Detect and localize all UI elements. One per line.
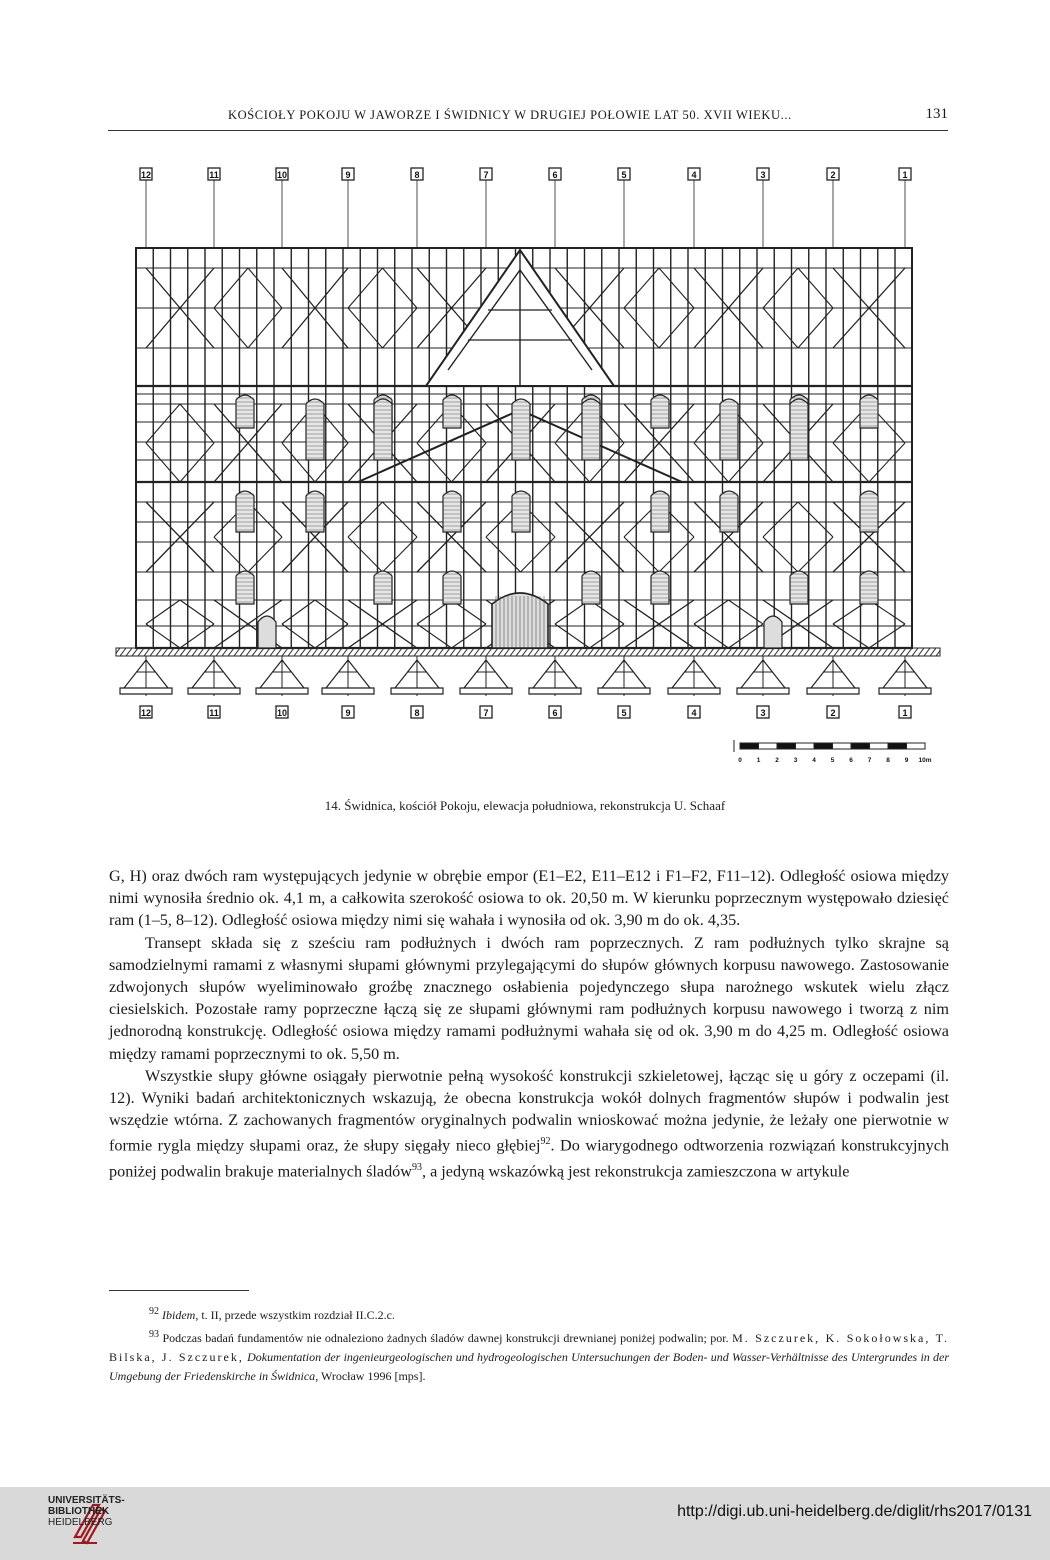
foundation-pad bbox=[668, 688, 720, 694]
arched-window bbox=[582, 399, 600, 460]
diagonal-brace bbox=[180, 624, 214, 648]
arched-window bbox=[236, 571, 254, 604]
foundation-strut bbox=[763, 660, 785, 688]
foundation-strut bbox=[533, 660, 555, 688]
scale-segment bbox=[777, 743, 796, 749]
foundation-strut bbox=[486, 660, 508, 688]
diagonal-brace bbox=[798, 268, 833, 308]
scale-segment bbox=[833, 743, 852, 749]
arched-window bbox=[443, 571, 461, 604]
diagonal-brace bbox=[248, 268, 282, 308]
axis-label: 3 bbox=[760, 708, 766, 718]
page-number: 131 bbox=[925, 106, 948, 122]
scale-segment bbox=[907, 743, 926, 749]
paragraph-2: Transept składa się z sześciu ram podłużnych i dwóch ram poprzecznych. Z ram podłużnych tylko skrajne są samodzielnymi ramami z własnymi słupami głównymi przylegającymi do słupów głównych korpusu nawowego. Zastosowanie zdwojonych słupów wyeliminowało groźbę znacznego osłabienia pojedynczego słupa narożnego wskutek wielu złącz ciesielskich. Pozostałe ramy poprzeczne łączą się ze słupami głównymi ram podłużnych korpusu nawowego i tworzą z nim jednorodną konstrukcję. Odległość osiowa między ramami podłużnymi wahała się od ok. 3,90 m do 4,25 m. Odległość osiowa między ramami poprzecznymi to ok. 5,50 m. bbox=[109, 933, 949, 1063]
foundation-pad bbox=[322, 688, 374, 694]
diagonal-brace bbox=[798, 308, 833, 348]
axis-label: 7 bbox=[483, 170, 489, 180]
arched-window bbox=[790, 399, 808, 460]
side-door bbox=[764, 616, 782, 648]
foundation-strut bbox=[326, 660, 348, 688]
axis-label: 5 bbox=[621, 170, 627, 180]
axis-label: 8 bbox=[414, 708, 420, 718]
scale-label: 3 bbox=[793, 757, 798, 764]
diagonal-brace bbox=[869, 624, 905, 648]
foundation-strut bbox=[811, 660, 833, 688]
axis-label: 2 bbox=[830, 170, 836, 180]
source-url[interactable]: http://digi.ub.uni-heidelberg.de/diglit/rhs2017/0131 bbox=[677, 1503, 1032, 1520]
diagonal-brace bbox=[146, 404, 180, 443]
foundation-pad bbox=[737, 688, 789, 694]
foundation-strut bbox=[833, 660, 855, 688]
diagonal-brace bbox=[180, 404, 214, 443]
foundation-pad bbox=[120, 688, 172, 694]
foundation-pad bbox=[807, 688, 859, 694]
scale-segment bbox=[796, 743, 815, 749]
arched-window bbox=[236, 395, 254, 428]
foundation-pad bbox=[529, 688, 581, 694]
scale-segment bbox=[870, 743, 889, 749]
diagonal-brace bbox=[146, 600, 180, 624]
diagonal-brace bbox=[729, 600, 764, 624]
axis-label: 5 bbox=[621, 708, 627, 718]
paragraph-3: Wszystkie słupy główne osiągały pierwotnie pełną wysokość konstrukcji szkieletowej, łącząc się u góry z oczepami (il. 12). Wyniki badań architektonicznych wskazują, że obecna konstrukcja wokół dolnych fragmentów słupów i podwalin jest wszędzie wtórna. Z zachowanych fragmentów oryginalnych podwalin wnioskować można jedynie, że leżały one pierwotnie w formie rygla między słupami oraz, że słupy sięgały nieco głębiej$^{92}$. Do wiarygodnego odtworzenia rozwiązań konstrukcyjnych poniżej podwalin brakuje materialnych śladów$^{93}$, a jedyną wskazówką jest rekonstrukcja zamieszczona w artykule bbox=[109, 1066, 950, 1181]
scale-segment bbox=[759, 743, 778, 749]
paragraph-1: G, H) oraz dwóch ram występujących jedynie w obrębie empor (E1–E2, E11–E12 i F1–F2, F11–12). Odległość osiowa między nimi wynosiła średnio ok. 4,1 m, a całkowita szerokość osiowa to ok. 20,50 m. W kierunku poprzecznym występowało dziesięć ram (1–5, 8–12). Odległość osiowa między nimi się wahała i wynosiła od ok. 3,90 m do ok. 4,35. bbox=[109, 867, 949, 930]
diagonal-brace bbox=[694, 600, 729, 624]
axis-label: 12 bbox=[140, 708, 152, 718]
diagonal-brace bbox=[282, 600, 315, 624]
footnotes bbox=[109, 1302, 949, 1386]
axis-label: 3 bbox=[760, 170, 766, 180]
axis-label: 9 bbox=[345, 170, 351, 180]
axis-label: 2 bbox=[830, 708, 836, 718]
footnote-rule bbox=[109, 1290, 249, 1291]
diagonal-brace bbox=[694, 624, 729, 648]
figure-caption: 14. Świdnica, kościół Pokoju, elewacja południowa, rekonstrukcja U. Schaaf bbox=[324, 798, 726, 813]
arched-window bbox=[512, 399, 530, 460]
diagonal-brace bbox=[214, 308, 248, 348]
footnote-92: $^{92}$ Ibidem, t. II, przede wszystkim rozdział II.C.2.c. bbox=[149, 1306, 395, 1322]
scale-segment bbox=[814, 743, 833, 749]
foundation-strut bbox=[905, 660, 927, 688]
axis-label: 4 bbox=[691, 708, 697, 718]
diagonal-brace bbox=[282, 624, 315, 648]
foundation-strut bbox=[464, 660, 486, 688]
footnote-ref-92[interactable]: 92 bbox=[540, 1136, 551, 1148]
foundation-strut bbox=[417, 660, 439, 688]
diagonal-brace bbox=[146, 624, 180, 648]
axis-label: 6 bbox=[552, 170, 558, 180]
axis-label: 12 bbox=[140, 170, 152, 180]
foundation-pad bbox=[598, 688, 650, 694]
arched-window bbox=[306, 399, 324, 460]
footnote-93: $^{93}$ Podczas badań fundamentów nie odnaleziono żadnych śladów dawnej konstrukcji drewnianej poniżej podwalin; por. M. Szczurek, K. Sokołowska, T. Bilska, J. Szczurek, Dokumentation der ingenieurgeologischen und hydrogeologischen Untersuchungen der Boden- und Wasser-Verhältnisse des Untergrundes in der Umgebung der Friedenskirche in Świdnica, Wrocław 1996 [mps]. bbox=[109, 1329, 950, 1383]
arched-window bbox=[720, 399, 738, 460]
scale-label: 9 bbox=[904, 757, 909, 764]
arched-window bbox=[651, 571, 669, 604]
arched-window bbox=[582, 571, 600, 604]
diagonal-brace bbox=[833, 624, 869, 648]
footnote-ref-93[interactable]: 93 bbox=[411, 1162, 422, 1174]
running-title: KOŚCIOŁY POKOJU W JAWORZE I ŚWIDNICY W DRUGIEJ POŁOWIE LAT 50. XVII WIEKU... bbox=[228, 108, 792, 122]
foundation-strut bbox=[348, 660, 370, 688]
axis-label: 8 bbox=[414, 170, 420, 180]
arched-window bbox=[790, 571, 808, 604]
axis-label: 4 bbox=[691, 170, 697, 180]
foundation-pad bbox=[391, 688, 443, 694]
foundation-strut bbox=[883, 660, 905, 688]
arched-window bbox=[860, 571, 878, 604]
arched-window bbox=[651, 395, 669, 428]
diagonal-brace bbox=[833, 443, 869, 482]
scale-label: 10m bbox=[918, 757, 932, 764]
foundation-strut bbox=[741, 660, 763, 688]
diagonal-brace bbox=[659, 308, 694, 348]
side-door bbox=[258, 616, 276, 648]
foundation-strut bbox=[694, 660, 716, 688]
foundation-strut bbox=[146, 660, 168, 688]
scale-label: 6 bbox=[849, 757, 853, 764]
diagonal-brace bbox=[798, 502, 833, 537]
page-header bbox=[108, 106, 948, 131]
foundation-strut bbox=[214, 660, 236, 688]
scale-label: 1 bbox=[756, 757, 761, 764]
library-footer bbox=[0, 1487, 1050, 1560]
foundation-strut bbox=[282, 660, 304, 688]
diagonal-brace bbox=[214, 268, 248, 308]
diagonal-brace bbox=[180, 600, 214, 624]
diagonal-brace bbox=[146, 443, 180, 482]
axis-label: 10 bbox=[276, 170, 288, 180]
arched-window bbox=[443, 395, 461, 428]
axis-label: 7 bbox=[483, 708, 489, 718]
foundation-strut bbox=[192, 660, 214, 688]
scale-segment bbox=[740, 743, 759, 749]
diagonal-brace bbox=[763, 308, 798, 348]
foundation-pad bbox=[460, 688, 512, 694]
scale-label: 5 bbox=[830, 757, 835, 764]
foundation-pad bbox=[879, 688, 931, 694]
foundation-strut bbox=[260, 660, 282, 688]
scale-label: 4 bbox=[812, 757, 816, 764]
scale-label: 7 bbox=[867, 757, 872, 764]
diagonal-brace bbox=[248, 308, 282, 348]
axis-label: 1 bbox=[902, 170, 908, 180]
foundation-pad bbox=[188, 688, 240, 694]
ground-line bbox=[116, 648, 940, 656]
scale-label: 8 bbox=[886, 757, 890, 764]
arched-window bbox=[374, 571, 392, 604]
foundation-strut bbox=[602, 660, 624, 688]
foundation-pad bbox=[256, 688, 308, 694]
axis-label: 11 bbox=[209, 170, 219, 180]
arched-window bbox=[860, 395, 878, 428]
diagonal-brace bbox=[180, 443, 214, 482]
foundation-strut bbox=[395, 660, 417, 688]
foundation-strut bbox=[124, 660, 146, 688]
scale-segment bbox=[851, 743, 870, 749]
arched-window bbox=[374, 399, 392, 460]
diagonal-brace bbox=[729, 624, 764, 648]
axis-label: 9 bbox=[345, 708, 351, 718]
scale-label: 2 bbox=[775, 757, 779, 764]
axis-label: 1 bbox=[902, 708, 908, 718]
diagonal-brace bbox=[659, 268, 694, 308]
diagonal-brace bbox=[869, 443, 905, 482]
foundation-strut bbox=[555, 660, 577, 688]
body-text bbox=[109, 865, 949, 1183]
foundation-strut bbox=[624, 660, 646, 688]
axis-label: 6 bbox=[552, 708, 558, 718]
scale-label: 0 bbox=[738, 757, 742, 764]
scale-segment bbox=[888, 743, 907, 749]
axis-label: 10 bbox=[276, 708, 288, 718]
diagonal-brace bbox=[763, 268, 798, 308]
diagonal-brace bbox=[763, 502, 798, 537]
axis-label: 11 bbox=[209, 708, 219, 718]
foundation-strut bbox=[672, 660, 694, 688]
library-name: UNIVERSITÄTS- BIBLIOTHEK HEIDELBERG bbox=[48, 1495, 125, 1528]
elevation-drawing bbox=[108, 160, 958, 780]
